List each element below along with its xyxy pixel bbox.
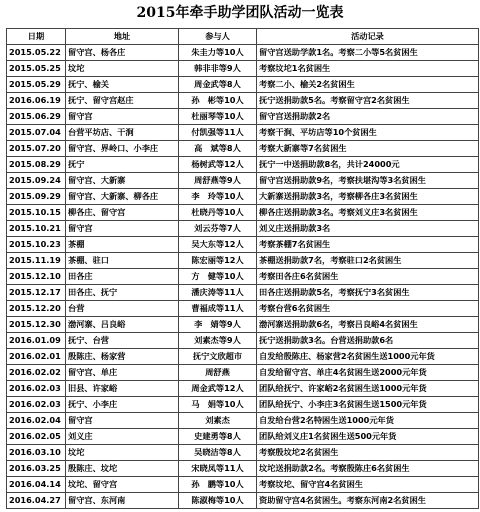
cell-location[interactable]: 留守宫、杨各庄 xyxy=(66,45,179,61)
table-row xyxy=(7,269,479,285)
table-row xyxy=(7,237,479,253)
table-row xyxy=(7,205,479,221)
cell-location[interactable]: 柳各庄、留守宫 xyxy=(66,205,179,221)
cell-location[interactable]: 坟坨 xyxy=(66,445,179,461)
cell-activity-record[interactable]: 团队给抚宁、许家峪2名贫困生送1000元年货 xyxy=(257,381,479,397)
cell-location[interactable]: 留守宫、大新寨、柳各庄 xyxy=(66,189,179,205)
cell-date[interactable]: 2015.10.23 xyxy=(7,237,66,253)
cell-activity-record[interactable]: 考察茶棚7名贫困生 xyxy=(257,237,479,253)
cell-participants[interactable]: 吴大东等12人 xyxy=(179,237,257,253)
activity-table xyxy=(6,28,479,509)
cell-participants[interactable]: 史建勇等8人 xyxy=(179,429,257,445)
cell-date[interactable]: 2015.09.24 xyxy=(7,173,66,189)
cell-participants[interactable]: 付凯强等11人 xyxy=(179,125,257,141)
cell-activity-record[interactable]: 自发给台营2名特困生送1000元年货 xyxy=(257,413,479,429)
cell-location[interactable]: 坟坨、留守宫 xyxy=(66,477,179,493)
cell-date[interactable]: 2015.05.25 xyxy=(7,61,66,77)
cell-activity-record[interactable]: 留守宫送助学款1名。考察二小等5名贫困生 xyxy=(257,45,479,61)
cell-activity-record[interactable]: 资助留守宫4名贫困生。考察东河南2名贫困生 xyxy=(257,493,479,509)
header-date: 日期 xyxy=(7,29,66,45)
cell-date[interactable]: 2015.05.22 xyxy=(7,45,66,61)
cell-activity-record[interactable]: 考察大新寨等7名贫困生 xyxy=(257,141,479,157)
sheet-title: 2015年牵手助学团队活动一览表 xyxy=(136,5,344,21)
cell-date[interactable]: 2016.06.19 xyxy=(7,93,66,109)
cell-activity-record[interactable]: 团队给抚宁、小李庄3名贫困生送1500元年货 xyxy=(257,397,479,413)
cell-location[interactable]: 殷陈庄、坟坨 xyxy=(66,461,179,477)
table-header-row xyxy=(7,29,479,45)
table-row xyxy=(7,45,479,61)
cell-date[interactable]: 2015.12.20 xyxy=(7,301,66,317)
cell-location[interactable]: 抚宁、榆关 xyxy=(66,77,179,93)
cell-location[interactable]: 旧县、许家峪 xyxy=(66,381,179,397)
cell-participants[interactable]: 刘素杰 xyxy=(179,413,257,429)
cell-date[interactable]: 2015.05.29 xyxy=(7,77,66,93)
cell-location[interactable]: 留守宫、单庄 xyxy=(66,365,179,381)
cell-activity-record[interactable]: 考察坟坨、留守宫4名贫困生 xyxy=(257,477,479,493)
table-row xyxy=(7,189,479,205)
table-row xyxy=(7,93,479,109)
cell-activity-record[interactable]: 抚宁一中送捐助款8名，共计24000元 xyxy=(257,157,479,173)
cell-date[interactable]: 2016.02.05 xyxy=(7,429,66,445)
cell-participants[interactable]: 刘素杰等9人 xyxy=(179,333,257,349)
cell-date[interactable]: 2015.06.29 xyxy=(7,109,66,125)
cell-location[interactable]: 刘义庄 xyxy=(66,429,179,445)
cell-location[interactable]: 留守宫 xyxy=(66,413,179,429)
cell-location[interactable]: 抚宁、留守宫赵庄 xyxy=(66,93,179,109)
cell-location[interactable]: 抚宁 xyxy=(66,157,179,173)
header-activity-record: 活动记录 xyxy=(257,29,479,45)
cell-participants[interactable]: 孙 鹏等10人 xyxy=(179,477,257,493)
cell-activity-record[interactable]: 田各庄送捐助款5名，考察抚宁3名贫困生 xyxy=(257,285,479,301)
cell-date[interactable]: 2016.01.09 xyxy=(7,333,66,349)
cell-activity-record[interactable]: 柳各庄送捐助款3名。考察刘义庄3名贫困生 xyxy=(257,205,479,221)
cell-date[interactable]: 2016.02.03 xyxy=(7,381,66,397)
cell-activity-record[interactable]: 考察二小、榆关2名贫困生 xyxy=(257,77,479,93)
table-row xyxy=(7,317,479,333)
cell-participants[interactable]: 陈宏丽等12人 xyxy=(179,253,257,269)
table-row xyxy=(7,349,479,365)
cell-participants[interactable]: 杨树武等12人 xyxy=(179,157,257,173)
cell-location[interactable]: 抚宁、小李庄 xyxy=(66,397,179,413)
cell-participants[interactable]: 陈淑梅等10人 xyxy=(179,493,257,509)
cell-date[interactable]: 2016.02.01 xyxy=(7,349,66,365)
cell-participants[interactable]: 曹福成等11人 xyxy=(179,301,257,317)
cell-date[interactable]: 2016.03.10 xyxy=(7,445,66,461)
header-location: 地址 xyxy=(66,29,179,45)
cell-date[interactable]: 2015.10.21 xyxy=(7,221,66,237)
cell-participants[interactable]: 周舒燕等9人 xyxy=(179,173,257,189)
table-row xyxy=(7,381,479,397)
cell-location[interactable]: 田各庄 xyxy=(66,269,179,285)
table-row xyxy=(7,173,479,189)
cell-activity-record[interactable]: 抚宁送捐助款5名。考察留守宫2名贫困生 xyxy=(257,93,479,109)
cell-activity-record[interactable]: 留守宫送捐助款9名，考察扶堪沟等3名贫困生 xyxy=(257,173,479,189)
cell-location[interactable]: 茶棚 xyxy=(66,237,179,253)
table-row xyxy=(7,141,479,157)
table-row xyxy=(7,301,479,317)
cell-location[interactable]: 留守宫、东河南 xyxy=(66,493,179,509)
table-row xyxy=(7,109,479,125)
cell-activity-record[interactable]: 自发给殷陈庄、杨家营2名贫困生送1000元年货 xyxy=(257,349,479,365)
cell-activity-record[interactable]: 团队给刘义庄1名贫困生送500元年货 xyxy=(257,429,479,445)
cell-location[interactable]: 台营平坊店、干涧 xyxy=(66,125,179,141)
table-row xyxy=(7,397,479,413)
cell-location[interactable]: 留守宫 xyxy=(66,109,179,125)
table-row xyxy=(7,413,479,429)
cell-participants[interactable]: 杜晓丹等10人 xyxy=(179,205,257,221)
cell-participants[interactable]: 周舒燕 xyxy=(179,365,257,381)
cell-participants[interactable]: 周金武等8人 xyxy=(179,77,257,93)
cell-participants[interactable]: 潘庆涛等11人 xyxy=(179,285,257,301)
cell-location[interactable]: 渤河寨、吕良峪 xyxy=(66,317,179,333)
cell-activity-record[interactable]: 坟坨送捐助款2名。考察殷陈庄6名贫困生 xyxy=(257,461,479,477)
cell-location[interactable]: 殷陈庄、杨家营 xyxy=(66,349,179,365)
cell-participants[interactable]: 李 婧等9人 xyxy=(179,317,257,333)
table-row xyxy=(7,493,479,509)
cell-activity-record[interactable]: 留守宫送捐助款2名 xyxy=(257,109,479,125)
cell-participants[interactable]: 杜丽琴等10人 xyxy=(179,109,257,125)
cell-activity-record[interactable]: 考察坟坨1名贫困生 xyxy=(257,61,479,77)
cell-participants[interactable]: 刘云芬等7人 xyxy=(179,221,257,237)
cell-participants[interactable]: 周金武等12人 xyxy=(179,381,257,397)
cell-location[interactable]: 台营 xyxy=(66,301,179,317)
cell-date[interactable]: 2016.02.02 xyxy=(7,365,66,381)
cell-location[interactable]: 留守宫、大新寨 xyxy=(66,173,179,189)
cell-date[interactable]: 2015.12.30 xyxy=(7,317,66,333)
cell-date[interactable]: 2015.07.20 xyxy=(7,141,66,157)
cell-location[interactable]: 茶棚、驻口 xyxy=(66,253,179,269)
cell-activity-record[interactable]: 考察干涧、平坊店等10个贫困生 xyxy=(257,125,479,141)
cell-participants[interactable]: 宋晓凤等11人 xyxy=(179,461,257,477)
cell-participants[interactable]: 高 斌等8人 xyxy=(179,141,257,157)
cell-location[interactable]: 田各庄、抚宁 xyxy=(66,285,179,301)
cell-date[interactable]: 2016.02.03 xyxy=(7,397,66,413)
cell-location[interactable]: 抚宁、台营 xyxy=(66,333,179,349)
cell-date[interactable]: 2016.04.27 xyxy=(7,493,66,509)
cell-activity-record[interactable]: 考察殷坟坨2名贫困生 xyxy=(257,445,479,461)
cell-participants[interactable]: 韩非非等9人 xyxy=(179,61,257,77)
table-row xyxy=(7,77,479,93)
table-row xyxy=(7,365,479,381)
cell-activity-record[interactable]: 自发给留守宫、单庄4名贫困生送2000元年货 xyxy=(257,365,479,381)
cell-activity-record[interactable]: 渤河寨送捐助款6名，考察吕良峪4名贫困生 xyxy=(257,317,479,333)
cell-date[interactable]: 2015.10.15 xyxy=(7,205,66,221)
cell-participants[interactable]: 抚宁文欣超市 xyxy=(179,349,257,365)
table-row xyxy=(7,125,479,141)
table-row xyxy=(7,253,479,269)
cell-activity-record[interactable]: 大新寨送捐助款3名，考察柳各庄3名贫困生 xyxy=(257,189,479,205)
table-row xyxy=(7,429,479,445)
table-row xyxy=(7,61,479,77)
table-row xyxy=(7,477,479,493)
cell-location[interactable]: 坟坨 xyxy=(66,61,179,77)
cell-date[interactable]: 2016.03.25 xyxy=(7,461,66,477)
cell-date[interactable]: 2016.04.14 xyxy=(7,477,66,493)
cell-activity-record[interactable]: 考察田各庄6名贫困生 xyxy=(257,269,479,285)
cell-participants[interactable]: 孙 彬等10人 xyxy=(179,93,257,109)
cell-activity-record[interactable]: 茶棚送捐助款7名，考察驻口2名贫困生 xyxy=(257,253,479,269)
cell-date[interactable]: 2015.07.04 xyxy=(7,125,66,141)
cell-location[interactable]: 留守宫、界岭口、小李庄 xyxy=(66,141,179,157)
cell-date[interactable]: 2015.12.10 xyxy=(7,269,66,285)
cell-date[interactable]: 2015.08.29 xyxy=(7,157,66,173)
cell-date[interactable]: 2015.12.17 xyxy=(7,285,66,301)
cell-location[interactable]: 留守宫 xyxy=(66,221,179,237)
cell-date[interactable]: 2015.09.29 xyxy=(7,189,66,205)
cell-participants[interactable]: 朱圭力等10人 xyxy=(179,45,257,61)
cell-date[interactable]: 2015.11.19 xyxy=(7,253,66,269)
table-row xyxy=(7,221,479,237)
cell-participants[interactable]: 方 健等10人 xyxy=(179,269,257,285)
cell-activity-record[interactable]: 抚宁送捐助款3名。台营送捐助款6名 xyxy=(257,333,479,349)
cell-participants[interactable]: 吴晓洁等8人 xyxy=(179,445,257,461)
table-row xyxy=(7,445,479,461)
table-row xyxy=(7,333,479,349)
table-row xyxy=(7,157,479,173)
cell-participants[interactable]: 李 玲等10人 xyxy=(179,189,257,205)
cell-activity-record[interactable]: 考察台营6名贫困生 xyxy=(257,301,479,317)
cell-participants[interactable]: 马 娟等10人 xyxy=(179,397,257,413)
cell-activity-record[interactable]: 刘义庄送捐助款3名 xyxy=(257,221,479,237)
table-row xyxy=(7,285,479,301)
cell-date[interactable]: 2016.02.04 xyxy=(7,413,66,429)
header-participants: 参与人 xyxy=(179,29,257,45)
table-row xyxy=(7,461,479,477)
